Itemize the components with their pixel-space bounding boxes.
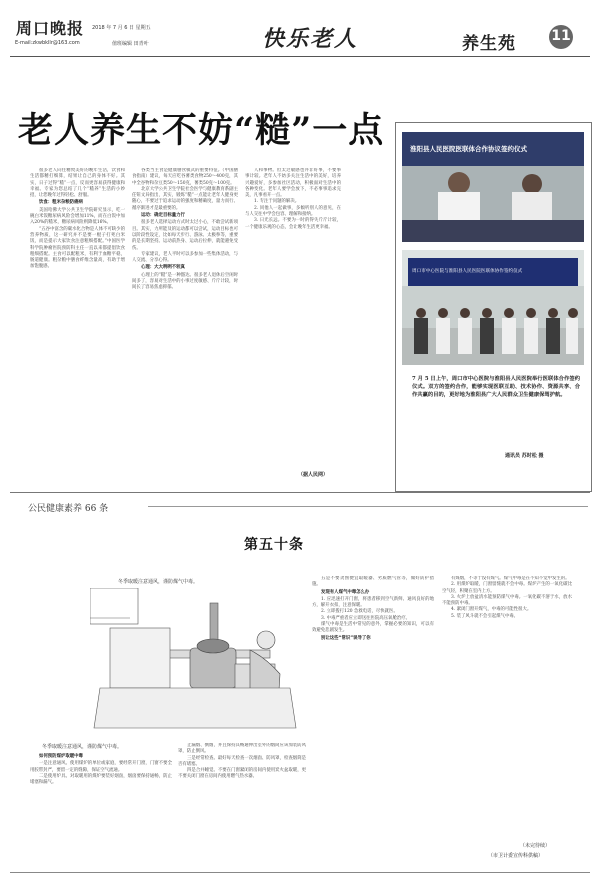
paragraph: 很多老人选择运动方式时太过小心，不敢尝试新项目。其实，力所能及的运动都可以尝试，运动目标也可以阶段性设定，比如每天步行、游泳、太极拳等，重要的是长期坚持。运动前热身、运动后拉伸，就能避免受伤。 — [132, 220, 238, 251]
subhead: 如何预防煤炉取暖中毒 — [39, 754, 83, 759]
paragraph: 止漏烟、倒烟，并且保持其畅通伸出室外的烟筒应该加装防风罩，防止倒风。 — [178, 743, 306, 755]
paragraph: 一是注意通风。使用煤炉的单位或家庭，要经常开门窗，门窗不要全用胶带封严，要留一定的缝隙，保证空气流通。 — [30, 761, 172, 773]
paragraph: 人和事物。但太过敏感也并非好事，不要事事计较。老年人不妨多关注生活中的美好，培养兴趣爱好，多参加社区活动，积极面对生活中的各种变化。老年人要学会放下，不必事事追求完美，凡事看开一点。 — [245, 168, 341, 199]
lead-source: （据人民网） — [298, 472, 329, 478]
subhead: 发现有人煤气中毒怎么办 — [321, 589, 370, 595]
series-rule — [148, 506, 588, 507]
masthead — [0, 0, 600, 60]
editor-credit: 值班编辑 田青叶 — [112, 41, 149, 47]
person-head — [568, 308, 578, 318]
paragraph: 有煤烟，不等于没有煤气。煤气中毒是在不知不觉中发生的。 — [451, 576, 570, 581]
person-head — [482, 308, 492, 318]
paragraph: 北京大学公共卫生学院社会医学与健康教育系副主任钮文异指出，其实，锻炼“糙”一点能让老年人健身更随心，不要过于追求运动的强度和精确度，量力而行、循序渐进才是最重要的。 — [132, 186, 238, 211]
paragraph: “五谷中富含的碳水化合物是人体不可缺少的营养物质，这一研究并不是要一棍子打死白米饭，而是提示大家饮食注意粗细搭配。”中国医学科学院肿瘤医院预防科主任一直以来都提倡饮食粗细搭配。主食可以配粗米，有利于血糖平稳，肠道健康。粗杂粮中膳食纤维含量高，有助于增加饱腹感。 — [30, 226, 125, 270]
lead-column-2 — [132, 168, 238, 480]
person-head — [504, 308, 514, 318]
person-head — [548, 308, 558, 318]
caption-body: 双方的签约合作，能够实现医联互助、技术协作、资源共享、合作共赢的目的，更好地为淮阳县广大人民群众卫生健康保驾护航。 — [412, 384, 580, 399]
stove-illustration — [90, 578, 300, 734]
paragraph: 四是合并睡觉。不要在门窗紧闭的房间内使用炭火盆取暖，更不要关闭门窗在房间内使用燃气热水器。 — [178, 768, 306, 780]
page-number: 11 — [551, 28, 571, 44]
lower-column-4 — [442, 576, 572, 836]
paragraph: 专家建议，老人平时可以多参加一些集体活动，与人交流、分享心得。 — [132, 251, 238, 264]
person-body — [414, 318, 428, 354]
paragraph: 3. 中毒严重者应立即送往医院高压氧舱治疗。 — [321, 615, 411, 621]
photo-credit: 通讯员 苏时松 摄 — [505, 453, 544, 459]
backdrop-banner-text: 周口市中心医院与淮阳县人民医院医联体协作签约仪式 — [412, 269, 523, 274]
series-title: 公民健康素养 66 条 — [28, 504, 109, 514]
paragraph: 心理上的“糙”是一种豁达。很多老人退休后空闲时间多了，容易对生活中的小事过度敏感、斤斤计较，时间长了容易焦虑抑郁。 — [132, 272, 238, 291]
lead-column-3 — [245, 168, 341, 470]
caption-title: 7 月 5 日上午，周口市中心医院与淮阳县人民医院举行医联体合作签约仪式。 — [412, 376, 580, 391]
contact-email: E-mail:zkwbkllr@163.com — [15, 40, 80, 46]
section-divider — [10, 492, 590, 493]
paragraph: 煤气中毒是生活中常见的意外，掌握必要的知识，可以有效避免悲剧发生。 — [312, 622, 434, 634]
paragraph: 五是不要贪图便宜取暖器、劣质燃气管等，做好防护措施。 — [312, 576, 434, 588]
issue-date: 2018 年 7 月 6 日 星期五 — [92, 25, 151, 31]
paragraph: 美国哈佛大学公共卫生学院研究显示，吃一碗白米饭糖尿病风险会增加11%，而在白饭中加入20%的糙米，糖尿病风险则降低16%。 — [30, 207, 125, 226]
paragraph: 2. 立即拨打120 急救电话，尽快就医。 — [321, 609, 398, 615]
subhead: 别让这些“常识”误导了你 — [321, 635, 371, 641]
to-be-continued: （未完待续） — [520, 843, 551, 849]
subhead: 运动：确定目标量力行 — [141, 213, 185, 219]
person-head — [526, 308, 536, 318]
paragraph: 很多老人向往精致美好的晚年生活，饮食和生活都精打细算，结果让自己的身体不好。其实，日子过得“糙”一点，反而更容易获得健康和幸福。专家为您总结了几个“糙养”生活的小妙招，让您晚年过得轻松、舒服。 — [30, 168, 125, 199]
person-body — [524, 318, 538, 354]
coal-stove-drawing — [90, 588, 300, 734]
person-body — [502, 318, 516, 354]
signing-table — [402, 220, 584, 242]
paragraph: 2. 用煤炉取暖，门窗留缝就不会中毒。煤炉产生的一氧化碳比空气轻，积聚在室内上方。 — [442, 582, 572, 594]
person-head — [522, 174, 542, 194]
paragraph: 3. 火炉上放盆清水能预防煤气中毒。一氧化碳不溶于水，放水不能预防中毒。 — [442, 594, 572, 607]
person-body — [480, 318, 494, 354]
paragraph: 5. 装了风斗就不会引起煤气中毒。 — [451, 613, 519, 619]
person-body — [458, 318, 472, 354]
illustration-subtitle: 冬季取暖注意通风，谨防煤气中毒。 — [118, 579, 199, 585]
column-name: 养生苑 — [462, 34, 516, 54]
person-head — [438, 308, 448, 318]
paragraph: 二是使用炉具。对取暖用的煤炉要装好烟囱，烟囱要保持通畅，防止堵塞和漏气。 — [30, 773, 172, 786]
paragraph: 谷类当主食是健康膳食模式的重要特征。（中国膳食指南）建议，每天应吃谷薯类食物250～400克，其中全谷物和杂豆类50～150克，薯类50克～100克。 — [132, 168, 238, 186]
lower-column-2 — [178, 743, 306, 865]
person-body — [436, 318, 450, 354]
paragraph: 三是经常检查。最好每天检查一次烟囱、防风罩，检查烟筒是否有堵塞。 — [178, 755, 306, 767]
bottom-rule — [10, 872, 590, 873]
people-row — [416, 308, 576, 356]
lower-source: （市卫计委宣传科供稿） — [488, 853, 544, 859]
paragraph: 4. 紧闭门窗开煤气，中毒的可能性很大。 — [451, 607, 532, 613]
lead-column-1 — [30, 168, 125, 480]
photo-caption — [412, 375, 580, 400]
subhead: 饮食：粗米杂粮防癌病 — [39, 200, 83, 206]
lower-column-3 — [312, 576, 434, 866]
paragraph: 1. 专注于问题的解决。 — [254, 199, 300, 205]
person-body — [566, 318, 578, 354]
headline: 老人养生不妨“糙”一点 — [18, 110, 385, 151]
signing-ceremony-photo — [402, 132, 584, 242]
lower-article-title: 第五十条 — [244, 537, 304, 553]
illustration-caption: 冬季取暖注意通风，谨防煤气中毒。 — [42, 744, 123, 750]
backdrop-banner-text: 淮阳县人民医院医联体合作协议签约仪式 — [410, 145, 527, 153]
section-logo: 快乐老人 — [262, 26, 359, 52]
person-head — [448, 172, 470, 194]
newspaper-logo: 周口晚报 — [16, 19, 85, 38]
person-head — [416, 308, 426, 318]
paragraph: 2. 同他人一起做事，多倾听别人的意见，在与人交往中学会包容、理解和接纳。 — [245, 205, 341, 218]
person-body — [546, 318, 560, 354]
person-head — [460, 308, 470, 318]
header-rule — [10, 56, 590, 57]
paragraph: 3. 日光长远。不要为一时的得失斤斤计较，一个健康乐观的心态，会让晚年生活更幸福。 — [245, 218, 341, 230]
paragraph: 1. 应迅速打开门窗，将患者移到空气新鲜、通风良好的地方，解开衣扣，注意保暖。 — [312, 596, 434, 609]
group-photo — [402, 250, 584, 365]
subhead: 心理：大大咧咧不较真 — [141, 265, 185, 271]
lower-column-1 — [30, 753, 172, 865]
